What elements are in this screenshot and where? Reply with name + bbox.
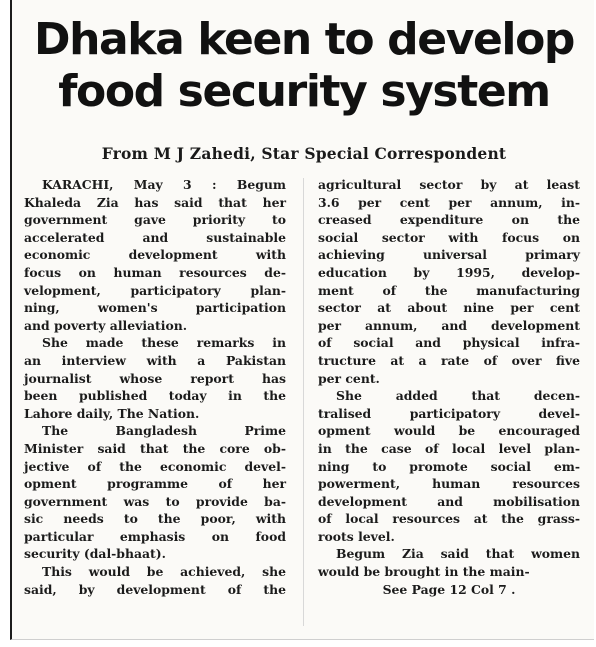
headline-line-1: Dhaka keen to develop: [33, 14, 575, 65]
article-text-line: journalist whose report has: [24, 370, 286, 386]
continuation-note: See Page 12 Col 7 .: [382, 581, 516, 597]
article-text-line: government gave priority to: [24, 212, 286, 228]
article-text-line: per cent.: [318, 370, 380, 386]
article-text-line: per annum, and development: [318, 317, 580, 333]
article-text-line: accelerated and sustainable: [24, 229, 286, 245]
article-text-line: social sector with focus on: [318, 229, 580, 245]
headline-line-2: food security system: [58, 66, 550, 117]
article-text-line: ning to promote social em-: [318, 458, 580, 474]
article-text-line: tructure at a rate of over five: [318, 352, 580, 368]
article-text-line: ning, women's participation: [24, 300, 286, 316]
article-text-line: said, by development of the: [24, 581, 286, 597]
article-text-line: Minister said that the core ob-: [24, 440, 286, 456]
byline: From M J Zahedi, Star Special Correspondent: [101, 144, 507, 163]
article-text-line: jective of the economic devel-: [24, 458, 286, 474]
article-text-line: sector at about nine per cent: [318, 300, 580, 316]
article-text-line: would be brought in the main-: [318, 564, 530, 580]
article-text-line: She made these remarks in: [42, 335, 286, 351]
column-divider: [303, 178, 304, 626]
article-text-line: tralised participatory devel-: [318, 405, 580, 421]
article-text-line: sic needs to the poor, with: [24, 511, 286, 527]
article-text-line: ment of the manufacturing: [318, 282, 580, 298]
article-column-left: [24, 176, 286, 598]
article-text-line: opment would be encouraged: [318, 423, 580, 439]
article-text-line: Khaleda Zia has said that her: [24, 194, 286, 210]
article-text-line: been published today in the: [24, 388, 286, 404]
article-text-line: creased expenditure on the: [318, 212, 580, 228]
article-text-line: development and mobilisation: [318, 493, 580, 509]
headline: [12, 14, 596, 118]
article-text-line: powerment, human resources: [318, 476, 580, 492]
article-text-line: The Bangladesh Prime: [42, 423, 286, 439]
article-text-line: velopment, participatory plan-: [24, 282, 286, 298]
article-text-line: in the case of local level plan-: [318, 440, 580, 456]
article-column-right: [318, 176, 580, 598]
article-text-line: Lahore daily, The Nation.: [24, 405, 200, 421]
article-text-line: roots level.: [318, 528, 395, 544]
article-text-line: government was to provide ba-: [24, 493, 286, 509]
article-text-line: agricultural sector by at least: [318, 177, 580, 192]
article-text-line: education by 1995, develop-: [318, 264, 580, 280]
article-text-line: and poverty alleviation.: [24, 317, 188, 333]
article-text-line: of local resources at the grass-: [318, 511, 580, 527]
article-text-line: 3.6 per cent per annum, in-: [318, 194, 580, 210]
article-text-line: She added that decen-: [336, 388, 580, 404]
article-text-line: of social and physical infra-: [318, 335, 580, 351]
article-text-line: security (dal-bhaat).: [24, 546, 166, 562]
newspaper-clipping: [10, 0, 594, 640]
article-text-line: an interview with a Pakistan: [24, 352, 286, 368]
article-text-line: focus on human resources de-: [24, 264, 286, 280]
article-text-line: particular emphasis on food: [24, 528, 286, 544]
article-text-line: This would be achieved, she: [42, 564, 286, 580]
article-text-line: KARACHI, May 3 : Begum: [42, 177, 286, 192]
article-text-line: economic development with: [24, 247, 286, 263]
article-text-line: achieving universal primary: [318, 247, 580, 263]
article-text-line: opment programme of her: [24, 476, 286, 492]
article-text-line: Begum Zia said that women: [336, 546, 580, 562]
